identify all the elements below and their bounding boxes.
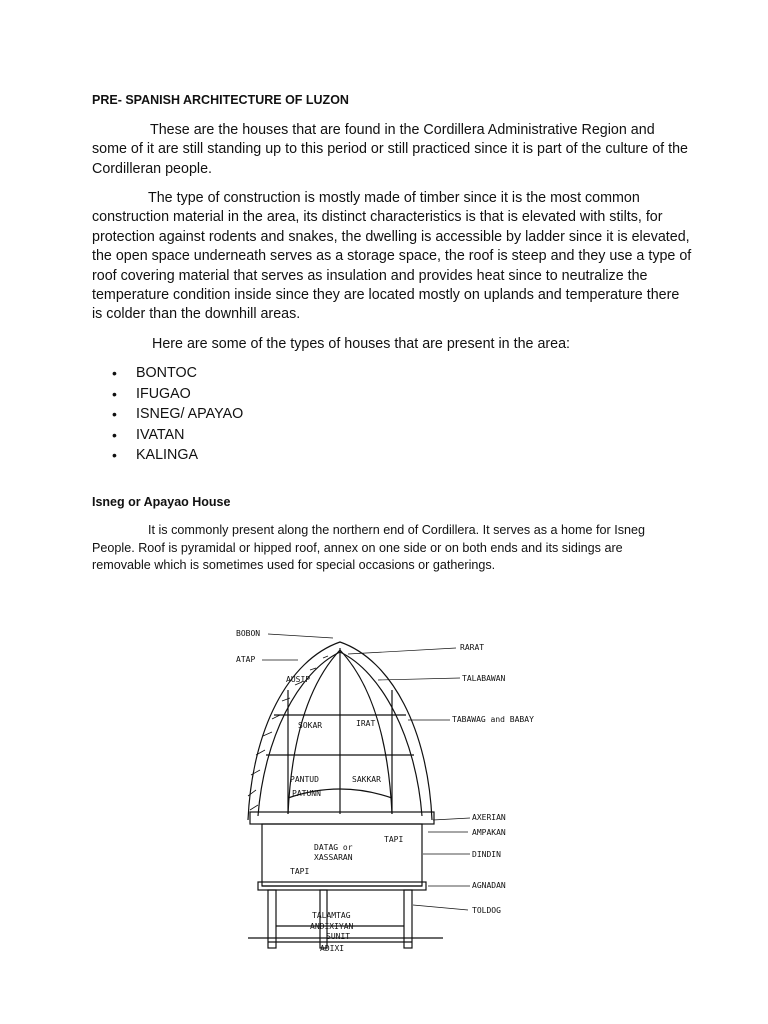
label-sunit: SUNIT (326, 932, 351, 941)
list-item: • IFUGAO (110, 384, 243, 405)
label-tabawag: TABAWAG and BABAY (452, 715, 534, 724)
label-axerian: AXERIAN (472, 813, 506, 822)
types-intro-paragraph: Here are some of the types of houses that are present in the area: (152, 336, 571, 352)
label-tapi-right: TAPI (384, 835, 404, 844)
label-bobon: BOBON (236, 629, 261, 638)
house-types-list (110, 363, 243, 466)
section-paragraph: It is commonly present along the northern end of Cordillera. It serves as a home for Isneg People. Roof is pyramidal or hipped roof, annex on one side or on both ends and its sidings are removable which is sometimes used for special occasions or gatherings. (92, 523, 646, 573)
construction-paragraph: The type of construction is mostly made of timber since it is the most common construction material in the area, its distinct characteristics is that is elevated with stilts, for protection against rodents and snakes, the dwelling is accessible by ladder since it is elevated, the open space underneath serves as a storage space, the roof is steep and they use a type of roof covering material that serves as insulation and provides heat since to neutralize the temperature condition inside since they are located mostly on uplands and temperature there is colder than the downhill areas. (92, 190, 692, 323)
list-item: • BONTOC (110, 363, 243, 384)
label-datag: DATAG or (314, 843, 353, 852)
label-talabawan: TALABAWAN (462, 674, 506, 683)
label-tapi-left: TAPI (290, 867, 310, 876)
intro-paragraph: These are the houses that are found in the Cordillera Administrative Region and some of it are still standing up to this period or still practiced since it is part of the culture of the Cordilleran people. (92, 122, 688, 177)
list-item: • IVATAN (110, 425, 243, 446)
label-patunn: PATUNN (292, 789, 321, 798)
page-title: PRE- SPANISH ARCHITECTURE OF LUZON (92, 93, 349, 107)
label-sakkar: SAKKAR (352, 775, 381, 784)
section-heading: Isneg or Apayao House (92, 495, 231, 509)
label-atap: ATAP (236, 655, 256, 664)
label-toldog: TOLDOG (472, 906, 501, 915)
label-agnadan: AGNADAN (472, 881, 506, 890)
label-ampakan: AMPAKAN (472, 828, 506, 837)
label-talamtag: TALAMTAG (312, 911, 351, 920)
label-xassaran: XASSARAN (314, 853, 353, 862)
isneg-house-diagram (228, 620, 558, 960)
label-dindin: DINDIN (472, 850, 501, 859)
label-rarat: RARAT (460, 643, 485, 652)
label-irat: IRAT (356, 719, 376, 728)
label-sokar: SOKAR (298, 721, 323, 730)
list-item: • KALINGA (110, 445, 243, 466)
label-adixi: ADIXI (320, 944, 345, 953)
list-item: • ISNEG/ APAYAO (110, 404, 243, 425)
label-ausip: AUSIP (286, 675, 311, 684)
label-pantud: PANTUD (290, 775, 319, 784)
label-andixiyan: ANDIXIYAN (310, 922, 354, 931)
